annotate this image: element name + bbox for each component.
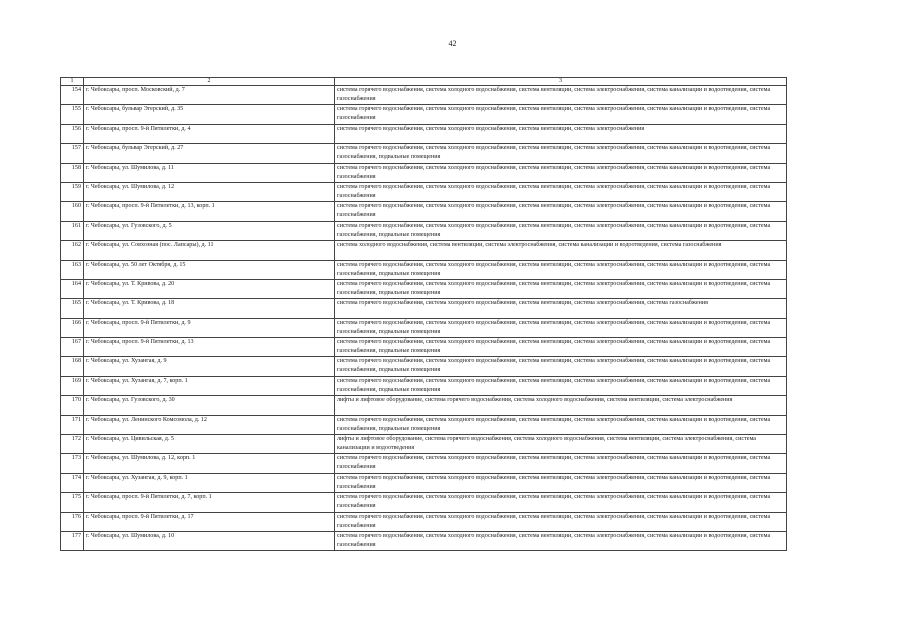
- row-systems: система горячего водоснабжения, система холодного водоснабжения, система вентиляции, система электроснабжения, система канализации и водоотведения, система газоснабжения: [335, 182, 787, 201]
- row-systems: система горячего водоснабжения, система холодного водоснабжения, система вентиляции, система электроснабжения, система канализации и водоотведения, система газоснабжения: [335, 473, 787, 492]
- row-systems: система горячего водоснабжения, система холодного водоснабжения, система вентиляции, система электроснабжения, система канализации и водоотведения, система газоснабжения, подвальные помещения: [335, 144, 787, 163]
- table-row: [61, 163, 787, 182]
- row-address: г. Чебоксары, бульвар Эгерский, д. 27: [84, 144, 335, 163]
- row-number: 157: [61, 144, 84, 163]
- row-number: 155: [61, 105, 84, 124]
- row-number: 176: [61, 512, 84, 531]
- row-address: г. Чебоксары, ул. Т. Кривова, д. 20: [84, 279, 335, 298]
- row-systems: система горячего водоснабжения, система холодного водоснабжения, система вентиляции, система электроснабжения, система канализации и водоотведения, система газоснабжения: [335, 105, 787, 124]
- row-number: 158: [61, 163, 84, 182]
- row-address: г. Чебоксары, просп. 9-й Пятилетки, д. 17: [84, 512, 335, 531]
- row-number: 177: [61, 531, 84, 550]
- row-number: 172: [61, 435, 84, 454]
- row-systems: система горячего водоснабжения, система холодного водоснабжения, система вентиляции, система электроснабжения: [335, 124, 787, 143]
- row-systems: система горячего водоснабжения, система холодного водоснабжения, система вентиляции, система электроснабжения, система канализации и водоотведения, система газоснабжения, подвальные помещения: [335, 415, 787, 434]
- table-row: [61, 318, 787, 337]
- row-address: г. Чебоксары, ул. Т. Кривова, д. 18: [84, 299, 335, 318]
- row-systems: лифты и лифтовое оборудование, система горячего водоснабжения, система холодного водоснабжения, система вентиляции, система электроснабжения: [335, 396, 787, 415]
- table-row: [61, 86, 787, 105]
- row-systems: система горячего водоснабжения, система холодного водоснабжения, система вентиляции, система электроснабжения, система канализации и водоотведения, система газоснабжения: [335, 454, 787, 473]
- row-systems: система горячего водоснабжения, система холодного водоснабжения, система вентиляции, система электроснабжения, система канализации и водоотведения, система газоснабжения: [335, 493, 787, 512]
- table-row: [61, 473, 787, 492]
- row-systems: система горячего водоснабжения, система холодного водоснабжения, система вентиляции, система электроснабжения, система канализации и водоотведения, система газоснабжения: [335, 512, 787, 531]
- row-number: 161: [61, 221, 84, 240]
- row-number: 171: [61, 415, 84, 434]
- row-systems: система горячего водоснабжения, система холодного водоснабжения, система вентиляции, система электроснабжения, система канализации и водоотведения, система газоснабжения, подвальные помещения: [335, 357, 787, 376]
- table-row: [61, 415, 787, 434]
- row-address: г. Чебоксары, ул. Хузангая, д. 9, корп. 1: [84, 473, 335, 492]
- row-address: г. Чебоксары, ул. 50 лет Октября, д. 15: [84, 260, 335, 279]
- row-address: г. Чебоксары, бульвар Эгерский, д. 35: [84, 105, 335, 124]
- header-col-3: 3: [335, 78, 787, 86]
- row-systems: система горячего водоснабжения, система холодного водоснабжения, система вентиляции, система электроснабжения, система канализации и водоотведения, система газоснабжения, подвальные помещения: [335, 221, 787, 240]
- row-systems: система горячего водоснабжения, система холодного водоснабжения, система вентиляции, система электроснабжения, система канализации и водоотведения, система газоснабжения: [335, 86, 787, 105]
- table-row: [61, 435, 787, 454]
- table-row: [61, 531, 787, 550]
- row-address: г. Чебоксары, просп. 9-й Пятилетки, д. 7, корп. 1: [84, 493, 335, 512]
- table-row: [61, 105, 787, 124]
- row-address: г. Чебоксары, ул. Гузовского, д. 5: [84, 221, 335, 240]
- table-row: [61, 279, 787, 298]
- row-systems: система горячего водоснабжения, система холодного водоснабжения, система вентиляции, система электроснабжения, система канализации и водоотведения, система газоснабжения: [335, 531, 787, 550]
- table-row: [61, 299, 787, 318]
- housing-systems-table: [60, 77, 787, 551]
- row-number: 166: [61, 318, 84, 337]
- row-number: 154: [61, 86, 84, 105]
- table-row: [61, 221, 787, 240]
- row-address: г. Чебоксары, ул. Цивильская, д. 5: [84, 435, 335, 454]
- header-col-1: 1: [61, 78, 84, 86]
- row-number: 169: [61, 376, 84, 395]
- header-col-2: 2: [84, 78, 335, 86]
- table-row: [61, 493, 787, 512]
- row-systems: система горячего водоснабжения, система холодного водоснабжения, система вентиляции, система электроснабжения, система канализации и водоотведения, система газоснабжения, подвальные помещения: [335, 260, 787, 279]
- table-row: [61, 202, 787, 221]
- table-row: [61, 241, 787, 260]
- page-number: 42: [448, 39, 457, 48]
- table-row: [61, 144, 787, 163]
- row-systems: система горячего водоснабжения, система холодного водоснабжения, система вентиляции, система электроснабжения, система канализации и водоотведения, система газоснабжения, подвальные помещения: [335, 338, 787, 357]
- row-systems: система горячего водоснабжения, система холодного водоснабжения, система вентиляции, система электроснабжения, система канализации и водоотведения, система газоснабжения, подвальные помещения: [335, 279, 787, 298]
- row-address: г. Чебоксары, ул. Шумилова, д. 10: [84, 531, 335, 550]
- row-number: 162: [61, 241, 84, 260]
- row-address: г. Чебоксары, ул. Совхозная (пос. Лапсары), д. 11: [84, 241, 335, 260]
- row-number: 175: [61, 493, 84, 512]
- row-number: 170: [61, 396, 84, 415]
- row-systems: система холодного водоснабжения, система вентиляции, система электроснабжения, система канализации и водоотведения, система газоснабжения: [335, 241, 787, 260]
- row-number: 164: [61, 279, 84, 298]
- row-address: г. Чебоксары, просп. Московский, д. 7: [84, 86, 335, 105]
- table-row: [61, 396, 787, 415]
- table-row: [61, 124, 787, 143]
- row-address: г. Чебоксары, просп. 9-й Пятилетки, д. 9: [84, 318, 335, 337]
- table-row: [61, 357, 787, 376]
- table-row: [61, 338, 787, 357]
- row-number: 165: [61, 299, 84, 318]
- table-header-row: [61, 78, 787, 86]
- row-address: г. Чебоксары, просп. 9-й Пятилетки, д. 13, корп. 1: [84, 202, 335, 221]
- table-row: [61, 376, 787, 395]
- row-address: г. Чебоксары, просп. 9-й Пятилетки, д. 13: [84, 338, 335, 357]
- row-number: 167: [61, 338, 84, 357]
- row-number: 159: [61, 182, 84, 201]
- row-systems: система горячего водоснабжения, система холодного водоснабжения, система вентиляции, система электроснабжения, система газоснабжения: [335, 299, 787, 318]
- row-address: г. Чебоксары, ул. Ленинского Комсомола, д. 12: [84, 415, 335, 434]
- row-systems: система горячего водоснабжения, система холодного водоснабжения, система вентиляции, система электроснабжения, система канализации и водоотведения, система газоснабжения: [335, 202, 787, 221]
- row-address: г. Чебоксары, просп. 9-й Пятилетки, д. 4: [84, 124, 335, 143]
- row-systems: система горячего водоснабжения, система холодного водоснабжения, система вентиляции, система электроснабжения, система канализации и водоотведения, система газоснабжения, подвальные помещения: [335, 376, 787, 395]
- row-address: г. Чебоксары, ул. Шумилова, д. 12: [84, 182, 335, 201]
- row-systems: система горячего водоснабжения, система холодного водоснабжения, система вентиляции, система электроснабжения, система канализации и водоотведения, система газоснабжения, подвальные помещения: [335, 318, 787, 337]
- row-systems: лифты и лифтовое оборудование, система горячего водоснабжения, система холодного водоснабжения, система вентиляции, система электроснабжения, система канализации и водоотведения: [335, 435, 787, 454]
- table-row: [61, 260, 787, 279]
- row-address: г. Чебоксары, ул. Шумилова, д. 11: [84, 163, 335, 182]
- row-number: 156: [61, 124, 84, 143]
- row-number: 168: [61, 357, 84, 376]
- row-number: 163: [61, 260, 84, 279]
- row-systems: система горячего водоснабжения, система холодного водоснабжения, система вентиляции, система электроснабжения, система канализации и водоотведения, система газоснабжения: [335, 163, 787, 182]
- row-number: 173: [61, 454, 84, 473]
- row-address: г. Чебоксары, ул. Хузангая, д. 7, корп. 1: [84, 376, 335, 395]
- table-row: [61, 182, 787, 201]
- table-row: [61, 512, 787, 531]
- row-number: 174: [61, 473, 84, 492]
- table-row: [61, 454, 787, 473]
- row-address: г. Чебоксары, ул. Гузовского, д. 30: [84, 396, 335, 415]
- row-address: г. Чебоксары, ул. Шумилова, д. 12, корп. 1: [84, 454, 335, 473]
- row-number: 160: [61, 202, 84, 221]
- row-address: г. Чебоксары, ул. Хузангая, д. 9: [84, 357, 335, 376]
